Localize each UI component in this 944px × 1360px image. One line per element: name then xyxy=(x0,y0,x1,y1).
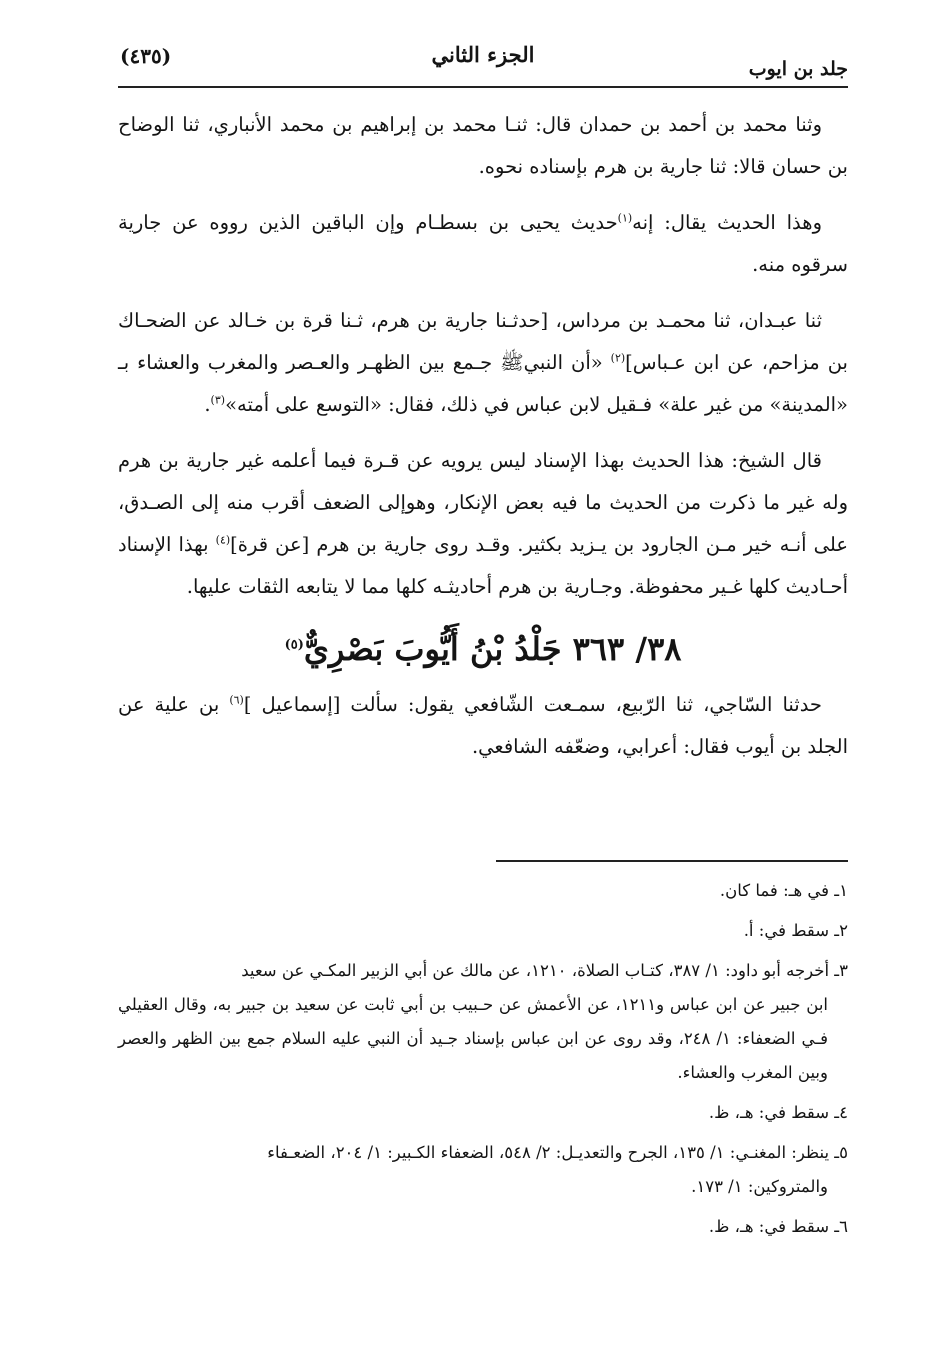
main-text xyxy=(118,104,848,782)
footnotes xyxy=(118,874,848,1250)
footnote-item: ٥ـ ينظر: المغنـي: ١/ ١٣٥، الجرح والتعديـل: ٢/ ٥٤٨، الضعفاء الكـبير: ١/ ٢٠٤، الضعـفاء والمتروكين: ١/ ١٧٣. xyxy=(267,1143,848,1196)
page-number: (٤٣٥) xyxy=(120,44,172,68)
footnote-divider xyxy=(496,860,848,862)
footnote-item: ٤ـ سقط في: هـ، ظ. xyxy=(708,1103,848,1122)
footnote-item: ٢ـ سقط في: أ. xyxy=(743,921,848,940)
footnote-ref[interactable]: (٦) xyxy=(229,693,244,707)
paragraph: قال الشيخ: هذا الحديث بهذا الإسناد ليس يرويه عن قـرة فيما أعلمه غير جارية بن هرم وله غير ما ذكرت من الحديث ما فيه بعض الإنكار، وهوإلى الضعف أقرب منه إلى الصـدق، على أنـه خير مـن الجارود بن يـزيد بكثير. وقـد روى جارية بن هرم [عن قرة]$^{(٤)}$ بهذا الإسناد أحـاديث كلها غـير محفوظة. وجـارية بن هرم أحاديثـه كلها مما لا يتابعه الثقات عليها. xyxy=(118,449,849,598)
entry-heading: ٣٨/ ٣٦٣ جَلْدُ بْنُ أَيُّوبَ بَصْرِيٌّ$^{(٥)}$ xyxy=(284,630,682,668)
footnote-item: ٦ـ سقط في: هـ، ظ. xyxy=(708,1217,848,1236)
running-title: جلد بن ايوب xyxy=(748,58,848,80)
footnote-ref[interactable]: (٣) xyxy=(210,393,226,407)
page-header xyxy=(118,38,848,84)
footnote-ref[interactable]: (٤) xyxy=(215,533,231,547)
footnote-ref[interactable]: (٢) xyxy=(610,351,626,365)
paragraph: ثنا عبـدان، ثنا محمـد بن مرداس، [حدثـنا جارية بن هرم، ثـنا قرة بن خـالد عن الضحـاك بن مزاحم، عن ابن عـباس]$^{(٢)}$ «أن النبيﷺ جـمع بين الظهـر والعـصر والمغرب والعشاء بـ «المدينة» من غير علة» فـقيل لابن عباس في ذلك، فقال: «التوسع على أمته»$^{(٣)}$. xyxy=(118,309,848,416)
header-divider xyxy=(118,86,848,88)
paragraph: وثنا محمد بن أحمد بن حمدان قال: ثنـا محمد بن إبراهيم بن محمد الأنباري، ثنا الوضاح بن حسان قالا: ثنا جارية بن هرم بإسناده نحوه. xyxy=(118,113,848,178)
part-title: الجزء الثاني xyxy=(431,42,535,67)
footnote-ref[interactable]: (٥) xyxy=(284,637,304,653)
footnote-item: ٣ـ أخرجه أبو داود: ١/ ٣٨٧، كتـاب الصلاة، ١٢١٠، عن مالك عن أبي الزبير المكـي عن سعيد ابن جبير عن ابن عباس و١٢١١، عن الأعمش عن حـبيب بن أبي ثابت عن سعيد بن جبير به، وقال العقيلي فـي الضعفاء: ١/ ٢٤٨، وقد روى عن ابن عباس بإسناد جـيد أن النبي عليه السلام جمع بين الظهر والعصر وبين المغرب والعشاء. xyxy=(118,961,848,1082)
footnote-item: ١ـ في هـ: فما كان. xyxy=(719,881,848,900)
paragraph: حدثنا السّاجي، ثنا الرّبيع، سمـعت الشّافعي يقول: سألت [إسماعيل ]$^{(٦)}$ بن علية عن الجلد بن أيوب فقال: أعرابي، وضعّفه الشافعي. xyxy=(118,693,848,758)
paragraph: وهذا الحديث يقال: إنه$^{(١)}$حديث يحيى بن بسطـام وإن الباقين الذين رووه عن جارية سرقوه منه. xyxy=(118,211,848,276)
footnote-ref[interactable]: (١) xyxy=(617,211,633,225)
